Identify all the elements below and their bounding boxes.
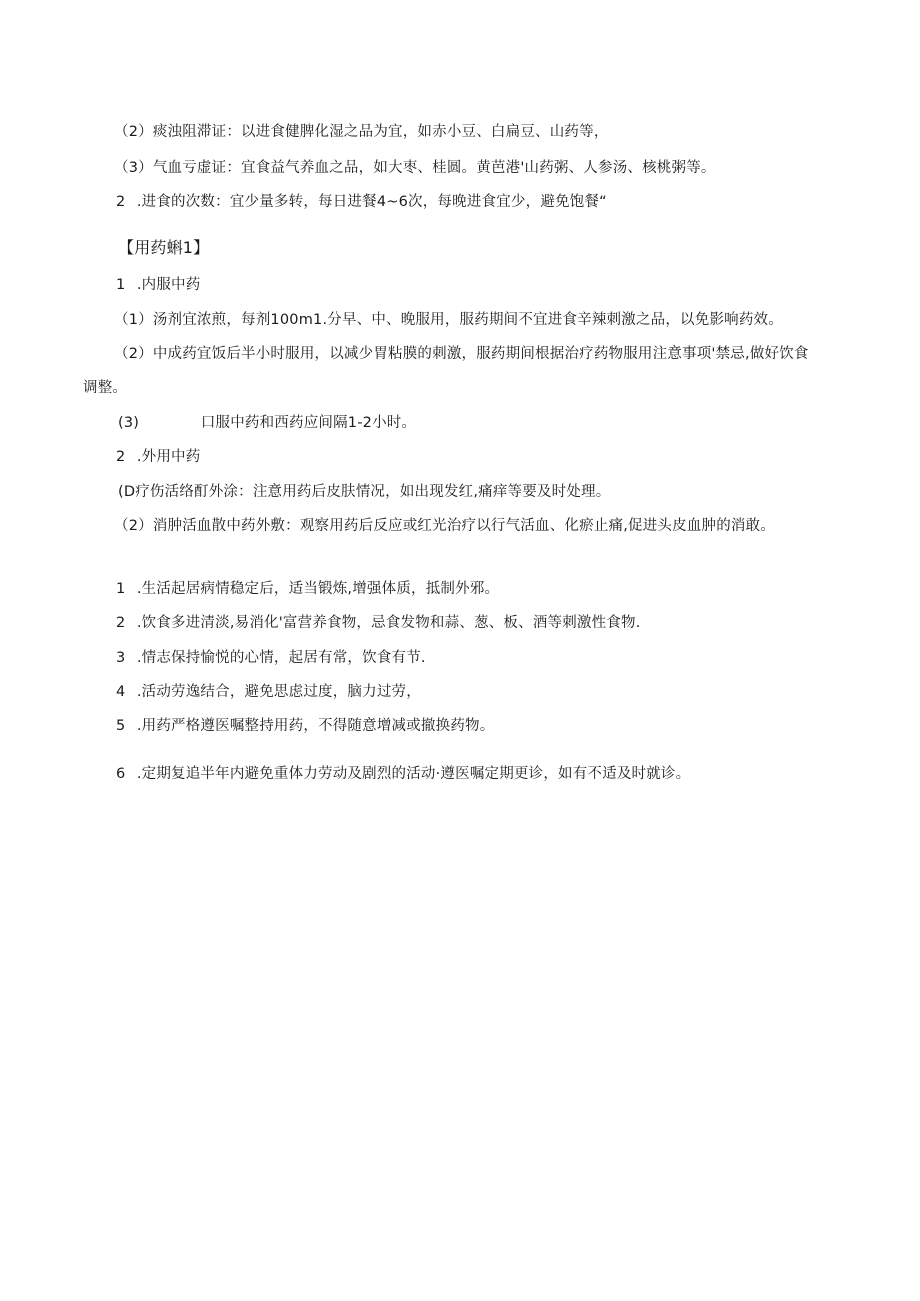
line-text: (D疗伤活络酊外涂：注意用药后皮肤情况，如出现发红,痛痒等要及时处理。 (118, 484, 611, 500)
list-number: 1 (116, 581, 126, 597)
care-item-2 (116, 612, 641, 634)
line-text: .外用中药 (136, 449, 201, 465)
list-number: 4 (116, 684, 126, 700)
line-text: .内服中药 (136, 277, 201, 293)
list-number: 2 (116, 449, 126, 465)
care-item-3 (116, 647, 426, 669)
diet-qi-blood-line (114, 157, 716, 179)
decoction-line (114, 309, 783, 331)
list-number: 6 (116, 766, 126, 782)
line-text: .活动劳逸结合，避免思虑过度，脑力过劳， (136, 684, 421, 700)
care-item-5 (116, 715, 494, 737)
line-text: （3）气血亏虚证：宜食益气养血之品，如大枣、桂圆。黄芭港'山药粥、人参汤、核桃粥等。 (114, 160, 716, 176)
line-text: .用药严格遵医嘱整持用药，不得随意增减或撤换药物。 (136, 718, 495, 734)
compress-line (114, 515, 775, 537)
line-text: 调整。 (83, 380, 128, 396)
external-medicine-heading (116, 446, 200, 468)
care-item-4 (116, 681, 421, 703)
care-item-6 (116, 763, 690, 785)
list-number: 2 (116, 615, 126, 631)
line-text: .饮食多进清淡,易消化'富营养食物，忌食发物和蒜、葱、板、酒等刺激性食物. (136, 615, 641, 631)
line-text: （2）中成药宜饭后半小时服用，以减少胃粘膜的刺激，服药期间根据治疗药物服用注意事项'禁忌,做好饮食 (114, 346, 809, 362)
list-number: (3) (118, 415, 140, 431)
patent-medicine-line-continued (83, 377, 127, 399)
heading-text: 【用药蝌1】 (118, 238, 210, 257)
line-text: .定期复追半年内避免重体力劳动及剧烈的活动·遵医嘱定期更诊，如有不适及时就诊。 (136, 766, 691, 782)
line-text: .情志保持愉悦的心情，起居有常，饮食有节. (136, 650, 426, 666)
list-number: 3 (116, 650, 126, 666)
list-number: 1 (116, 277, 126, 293)
line-text: （1）汤剂宜浓煎，每剂100m1.分早、中、晚服用，服药期间不宜进食辛辣刺激之品，以免影响药效。 (114, 312, 783, 328)
line-text: （2）消肿活血散中药外敷：观察用药后反应或红光治疗以行气活血、化瘀止痛,促进头皮血肿的消敢。 (114, 518, 776, 534)
medication-section-heading (118, 237, 209, 259)
meal-frequency-line (116, 191, 607, 213)
oral-medicine-heading (116, 274, 200, 296)
line-text: （2）痰浊阻滞证：以进食健脾化湿之品为宜，如赤小豆、白扁豆、山药等， (114, 124, 609, 140)
line-text: .进食的次数：宜少量多转，每日进餐4~6次，每晚进食宜少，避免饱餐“ (136, 194, 607, 210)
list-number: 5 (116, 718, 126, 734)
interval-line (118, 412, 416, 434)
tincture-line (118, 481, 610, 503)
patent-medicine-line (114, 343, 809, 365)
care-item-1 (116, 578, 499, 600)
line-text: 口服中药和西药应间隔1-2小时。 (200, 415, 417, 431)
diet-phlegm-line (114, 121, 609, 143)
list-number: 2 (116, 194, 126, 210)
line-text: .生活起居病情稳定后，适当锻炼,增强体质，抵制外邪。 (136, 581, 500, 597)
